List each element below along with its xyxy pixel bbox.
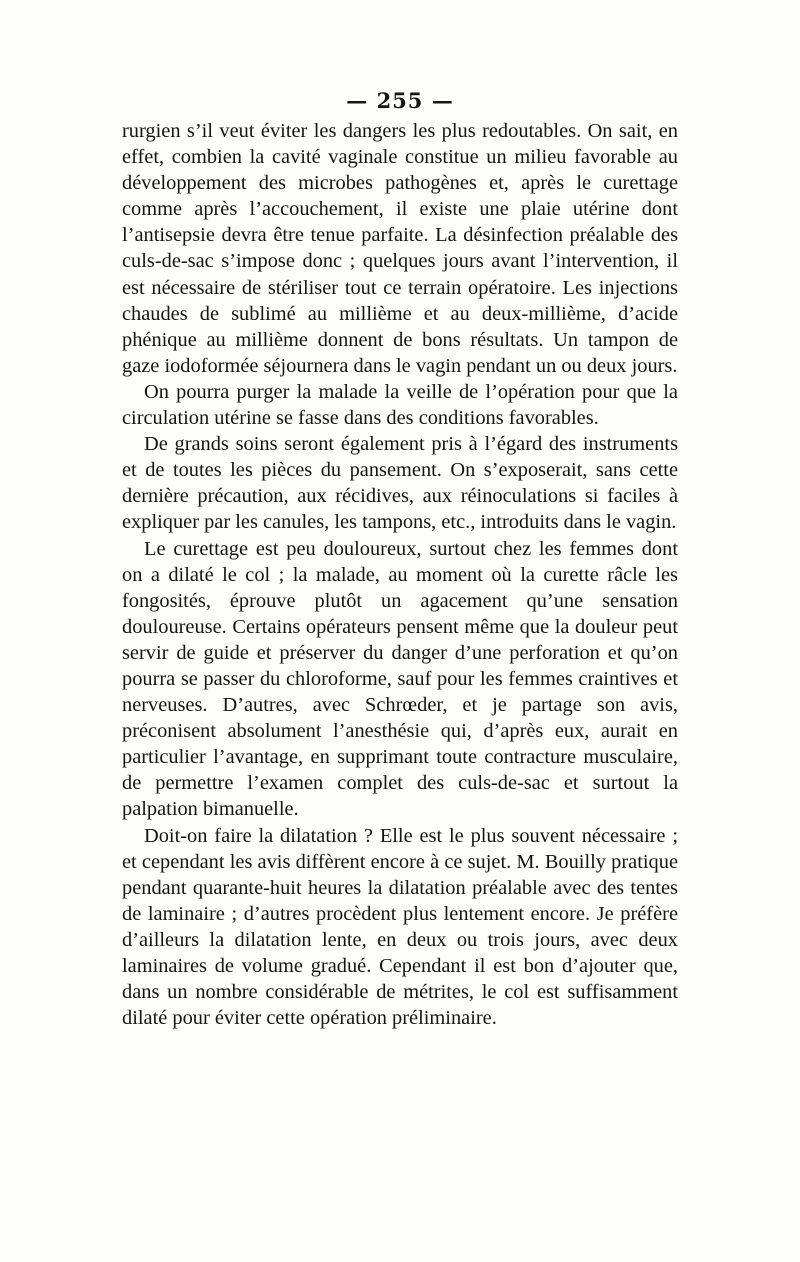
paragraph-purge: On pourra purger la malade la veille de l’opération pour que la circulation utérine se fasse dans des conditions favorables. — [122, 380, 678, 430]
paragraph-dilatation: Doit-on faire la dilatation ? Elle est le plus souvent nécessaire ; et cependant les avis diffèrent encore à ce sujet. M. Bouilly pratique pendant quarante-huit heures la dilatation préalable avec des tentes de laminaire ; d’autres procèdent plus lentement encore. Je préfère d’ailleurs la dilatation lente, en deux ou trois jours, avec deux laminaires de volume gradué. Cependant il est bon d’ajouter que, dans un nombre considérable de métrites, le col est suffisamment dilaté pour éviter cette opération préliminaire. — [122, 824, 678, 1030]
paragraph-continuation: rurgien s’il veut éviter les dangers les plus redoutables. On sait, en effet, combien la cavité vaginale constitue un milieu favorable au développement des microbes pathogènes et, après le curettage comme après l’accouchement, il existe une plaie utérine dont l’antisepsie devra être tenue parfaite. La désinfection préalable des culs-de-sac s’impose donc ; quelques jours avant l’intervention, il est nécessaire de stériliser tout ce terrain opératoire. Les injections chaudes de sublimé au millième et au deux-millième, d’acide phénique au millième donnent de bons résultats. Un tampon de gaze iodoformée séjournera dans le vagin pendant un ou deux jours. — [122, 120, 678, 377]
body-text — [122, 118, 678, 1031]
paragraph-instruments: De grands soins seront également pris à l’égard des instruments et de toutes les pièces du pansement. On s’exposerait, sans cette dernière précaution, aux récidives, aux réinoculations si faciles à expliquer par les canules, les tampons, etc., introduits dans le vagin. — [122, 433, 678, 534]
paragraph-pain: Le curettage est peu douloureux, surtout chez les femmes dont on a dilaté le col ; la malade, au moment où la curette râcle les fongosités, éprouve plutôt un agacement qu’une sensation douloureuse. Certains opérateurs pensent même que la douleur peut servir de guide et préserver du danger d’une perforation et qu’on pourra se passer du chloroforme, sauf pour les femmes craintives et nerveuses. D’autres, avec Schrœder, et je partage son avis, préconisent absolument l’anesthésie qui, d’après eux, aurait en particulier l’avantage, en supprimant toute contracture musculaire, de permettre l’examen complet des culs-de-sac et surtout la palpation bimanuelle. — [122, 537, 678, 821]
page-number: — 255 — — [346, 88, 454, 113]
